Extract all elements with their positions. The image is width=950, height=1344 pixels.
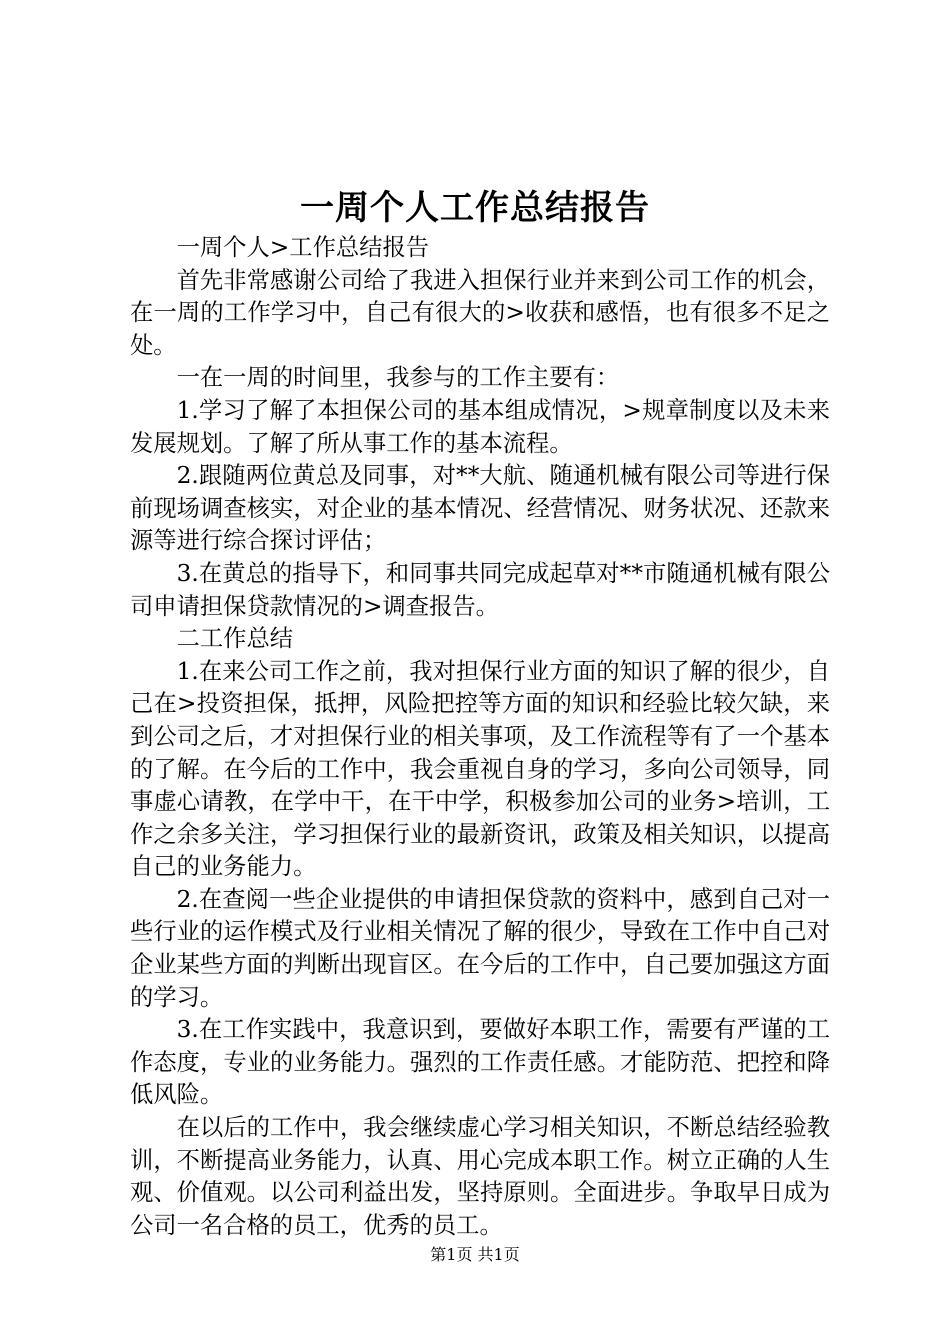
paragraph-summary-item-3: 3.在工作实践中，我意识到，要做好本职工作，需要有严谨的工作态度，专业的业务能力。强烈的工作责任感。才能防范、把控和降低风险。 [130,1016,830,1109]
document-body [130,232,830,1242]
paragraph-conclusion: 在以后的工作中，我会继续虚心学习相关知识，不断总结经验教训，不断提高业务能力，认真、用心完成本职工作。树立正确的人生观、价值观。以公司利益出发，坚持原则。全面进步。争取早日成为公司一名合格的员工，优秀的员工。 [130,1114,830,1239]
paragraph-subtitle: 一周个人>工作总结报告 [176,234,430,261]
paragraph-intro: 首先非常感谢公司给了我进入担保行业并来到公司工作的机会，在一周的工作学习中，自己有很大的>收获和感悟，也有很多不足之处。 [130,266,830,359]
section-heading-summary: 二工作总结 [176,625,294,653]
paragraph-summary-item-1: 1.在来公司工作之前，我对担保行业方面的知识了解的很少，自己在>投资担保，抵押，风险把控等方面的知识和经验比较欠缺，来到公司之后，才对担保行业的相关事项，及工作流程等有了一个基本的了解。在今后的工作中，我会重视自身的学习，多向公司领导，同事虚心请教，在学中干，在干中学，积极参加公司的业务>培训，工作之余多关注，学习担保行业的最新资讯，政策及相关知识，以提高自己的业务能力。 [130,657,830,881]
paragraph-work-item-2: 2.跟随两位黄总及同事，对**大航、随通机械有限公司等进行保前现场调查核实，对企业的基本情况、经营情况、财务状况、还款来源等进行综合探讨评估； [130,462,830,555]
document-title: 一周个人工作总结报告 [300,188,650,228]
paragraph-summary-item-2: 2.在查阅一些企业提供的申请担保贷款的资料中，感到自己对一些行业的运作模式及行业相关情况了解的很少，导致在工作中自己对企业某些方面的判断出现盲区。在今后的工作中，自己要加强这方面的学习。 [130,885,830,1011]
page-footer: 第1页 共1页 [430,1245,520,1264]
paragraph-work-item-1: 1.学习了解了本担保公司的基本组成情况，>规章制度以及未来发展规划。了解了所从事工作的基本流程。 [130,396,830,457]
paragraph-work-item-3: 3.在黄总的指导下，和同事共同完成起草对**市随通机械有限公司申请担保贷款情况的>调查报告。 [130,559,830,620]
section-heading-work-done: 一在一周的时间里，我参与的工作主要有： [176,364,620,392]
